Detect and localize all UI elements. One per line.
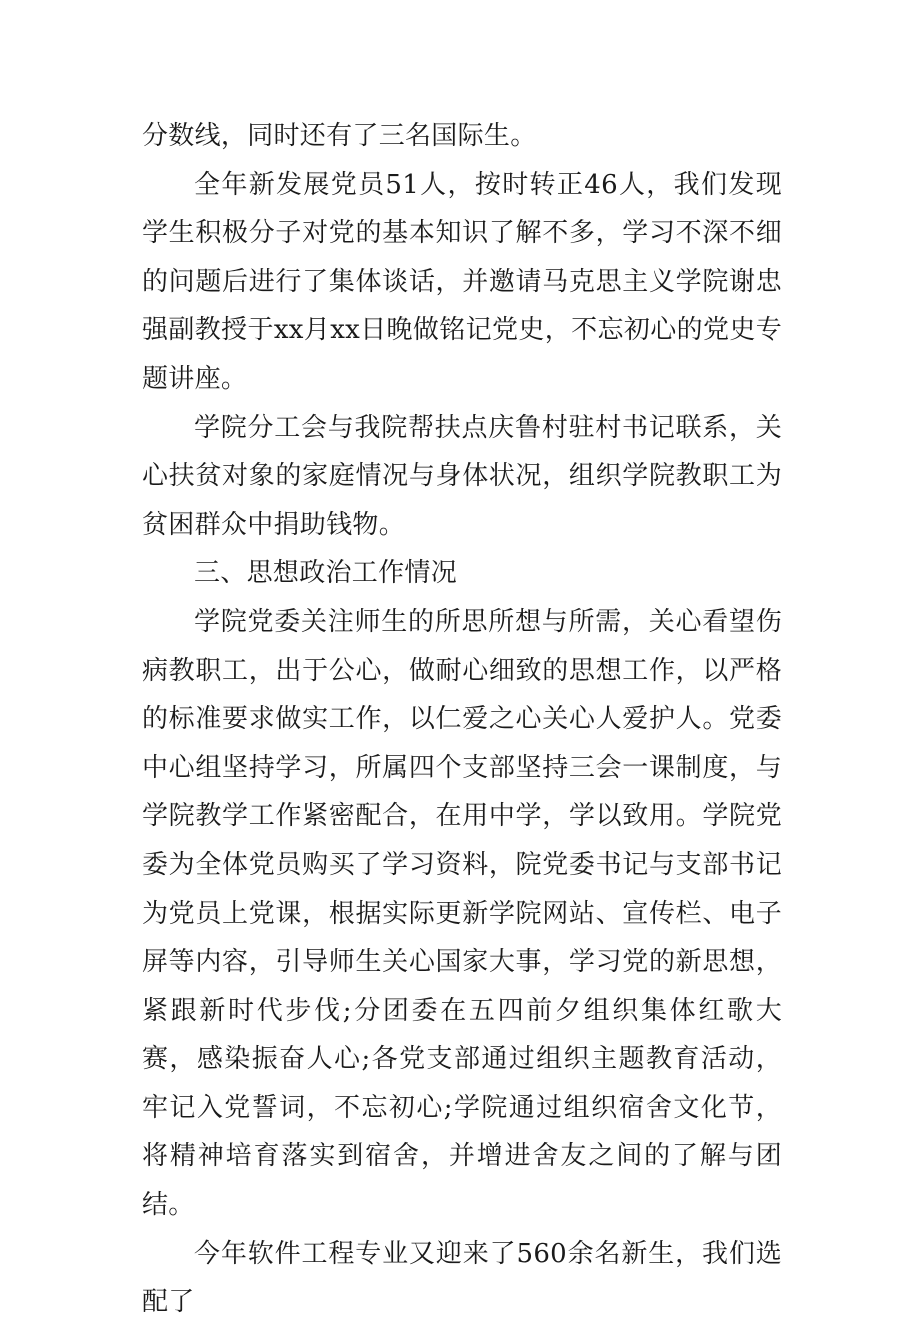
paragraph-party-development: 全年新发展党员51人，按时转正46人，我们发现学生积极分子对党的基本知识了解不多，学习不深不细的问题后进行了集体谈话，并邀请马克思主义学院谢忠强副教授于xx月xx日晚做铭记党史，不忘初心的党史专题讲座。 [142, 169, 782, 394]
section-heading: 三、思想政治工作情况 [194, 558, 458, 589]
document-body [142, 112, 782, 1327]
paragraph-continuation: 分数线，同时还有了三名国际生。 [142, 121, 537, 151]
paragraph-new-students: 今年软件工程专业又迎来了560余名新生，我们选配了 [142, 1238, 782, 1318]
paragraph-ideological-work: 学院党委关注师生的所思所想与所需，关心看望伤病教职工，出于公心，做耐心细致的思想工作，以严格的标准要求做实工作，以仁爱之心关心人爱护人。党委中心组坚持学习，所属四个支部坚持三会一课制度，与学院教学工作紧密配合，在用中学，学以致用。学院党委为全体党员购买了学习资料，院党委书记与支部书记为党员上党课，根据实际更新学院网站、宣传栏、电子屏等内容，引导师生关心国家大事，学习党的新思想，紧跟新时代步伐;分团委在五四前夕组织集体红歌大赛，感染振奋人心;各党支部通过组织主题教育活动，牢记入党誓词，不忘初心;学院通过组织宿舍文化节，将精神培育落实到宿舍，并增进舍友之间的了解与团结。 [142, 606, 782, 1221]
paragraph-poverty-assistance: 学院分工会与我院帮扶点庆鲁村驻村书记联系，关心扶贫对象的家庭情况与身体状况，组织学院教职工为贫困群众中捐助钱物。 [142, 412, 782, 540]
